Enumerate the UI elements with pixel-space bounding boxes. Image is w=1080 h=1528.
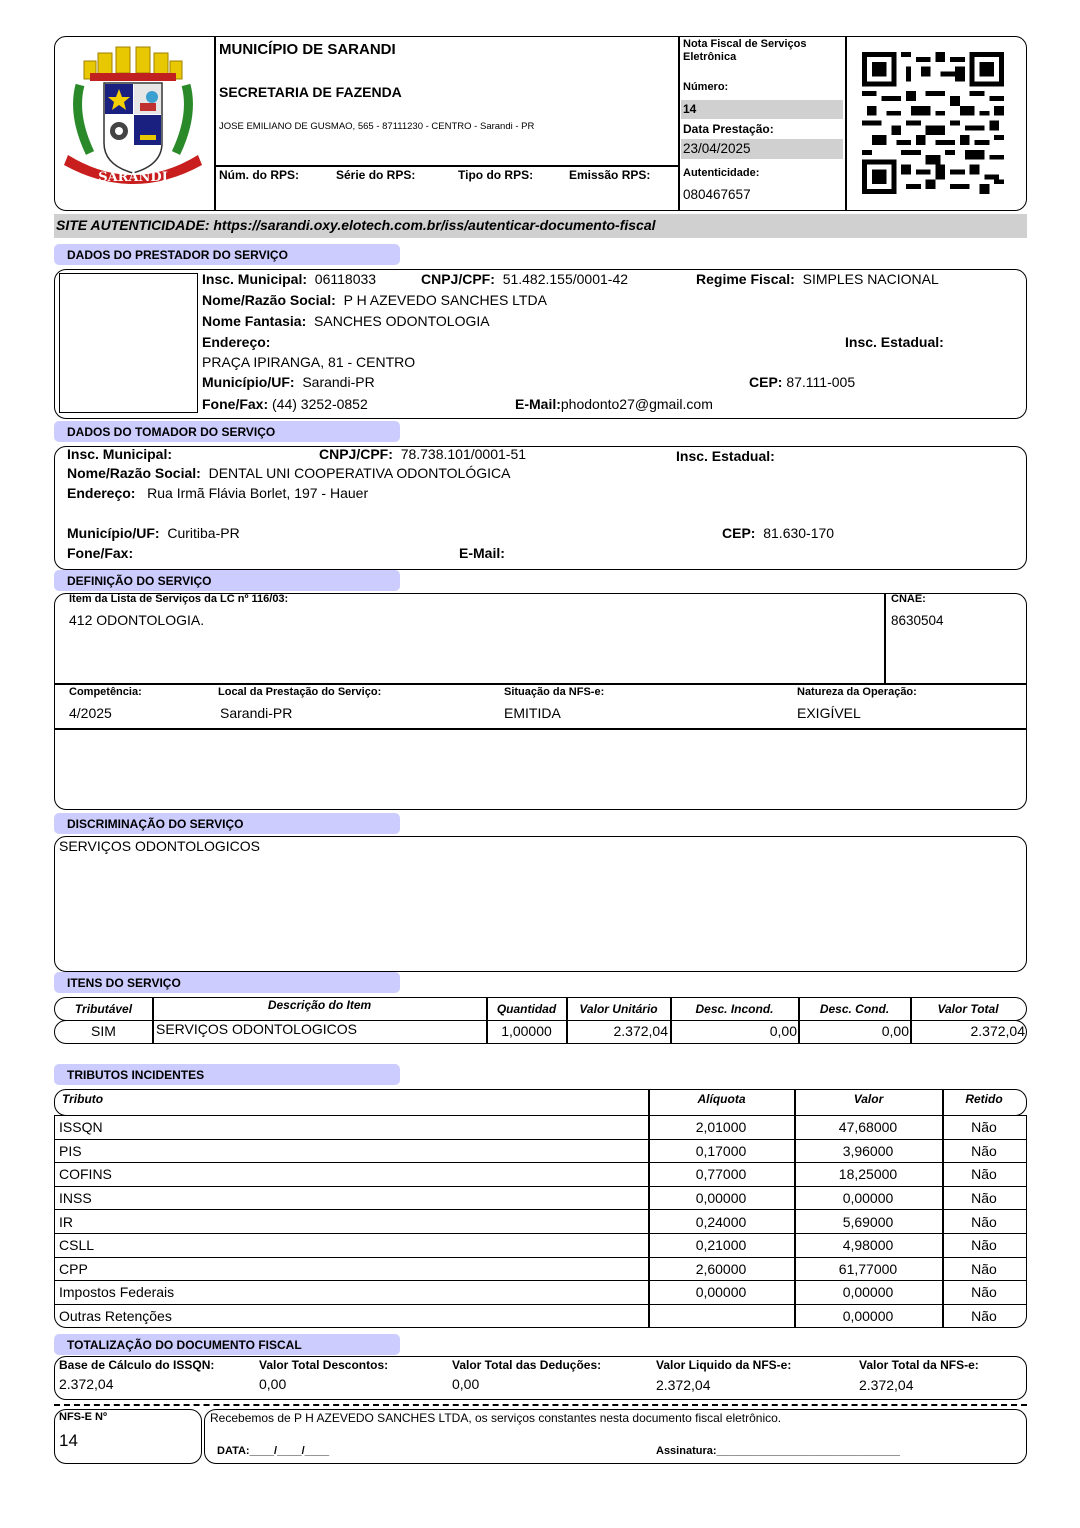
tributo-valor: 0,00000 — [794, 1186, 942, 1210]
data-prestacao-value: 23/04/2025 — [681, 139, 843, 159]
tributo-valor: 0,00000 — [794, 1304, 942, 1328]
local-prestacao-label: Local da Prestação do Serviço: — [218, 686, 382, 698]
prestador-municipio-label: Município/UF: — [202, 374, 295, 390]
base-calculo-label: Base de Cálculo do ISSQN: — [59, 1358, 215, 1372]
discriminacao-text: SERVIÇOS ODONTOLOGICOS — [59, 838, 260, 854]
prestador-razao-label: Nome/Razão Social: — [202, 292, 336, 308]
rps-series-label: Série do RPS: — [336, 168, 416, 182]
tomador-cnpj-value: 78.738.101/0001-51 — [400, 446, 527, 462]
municipal-coat-of-arms-icon — [60, 45, 206, 195]
tributo-name: CSLL — [55, 1233, 648, 1257]
tomador-endereco-value: Rua Irmã Flávia Borlet, 197 - Hauer — [147, 485, 369, 501]
autenticidade-value: 080467657 — [683, 187, 751, 202]
tomador-razao-value: DENTAL UNI COOPERATIVA ODONTOLÓGICA — [208, 465, 511, 481]
tributo-row-cpp — [55, 1257, 1026, 1281]
tributo-valor: 61,77000 — [794, 1257, 942, 1281]
tomador-cep-value: 81.630-170 — [763, 525, 835, 541]
recibo-nfse-value: 14 — [59, 1431, 78, 1450]
tributo-aliquota: 0,21000 — [648, 1233, 794, 1257]
tributo-name: ISSQN — [55, 1116, 648, 1140]
valor-liquido-value: 2.372,04 — [656, 1377, 711, 1393]
tributo-aliquota: 0,24000 — [648, 1210, 794, 1234]
prestador-insc-municipal-label: Insc. Municipal: — [202, 271, 308, 287]
rps-number-label: Núm. do RPS: — [219, 168, 299, 182]
tributo-aliquota: 0,00000 — [648, 1186, 794, 1210]
section-title-tomador: DADOS DO TOMADOR DO SERVIÇO — [54, 421, 400, 442]
tributo-row-csll — [55, 1233, 1026, 1257]
section-title-tributos: TRIBUTOS INCIDENTES — [54, 1064, 400, 1085]
item-lista-label: Item da Lista de Serviços da LC nº 116/03: — [69, 593, 289, 605]
tributo-retido: Não — [942, 1257, 1026, 1281]
cnae-label: CNAE: — [891, 593, 926, 605]
tomador-email-label: E-Mail: — [459, 545, 505, 561]
tributos-header-valor: Valor — [853, 1092, 884, 1106]
natureza-label: Natureza da Operação: — [797, 686, 917, 698]
tributo-aliquota: 0,17000 — [648, 1139, 794, 1163]
prestador-fantasia-label: Nome Fantasia: — [202, 313, 307, 329]
tributo-row-ir — [55, 1210, 1026, 1234]
competencia-value: 4/2025 — [69, 705, 112, 721]
total-deducoes-value: 0,00 — [452, 1376, 480, 1392]
prestador-regime-label: Regime Fiscal: — [696, 271, 795, 287]
tributo-aliquota: 0,00000 — [648, 1281, 794, 1305]
total-descontos-value: 0,00 — [259, 1376, 287, 1392]
prestador-municipio-value: Sarandi-PR — [302, 374, 375, 390]
tributo-aliquota — [648, 1304, 794, 1328]
section-title-discriminacao: DISCRIMINAÇÃO DO SERVIÇO — [54, 813, 400, 834]
qr-code-icon — [862, 52, 1004, 194]
section-title-itens: ITENS DO SERVIÇO — [54, 972, 400, 993]
itens-header-descricao: Descrição do Item — [267, 998, 372, 1012]
tributo-retido: Não — [942, 1233, 1026, 1257]
itens-header-desc-cond: Desc. Cond. — [819, 1002, 890, 1016]
rps-emission-label: Emissão RPS: — [569, 168, 651, 182]
prestador-insc-municipal-value: 06118033 — [314, 271, 377, 287]
municipality-address: JOSE EMILIANO DE GUSMAO, 565 - 87111230 - CENTRO - Sarandi - PR — [219, 121, 535, 132]
valor-liquido-label: Valor Liquido da NFS-e: — [656, 1358, 792, 1372]
tributo-valor: 0,00000 — [794, 1281, 942, 1305]
prestador-razao-value: P H AZEVEDO SANCHES LTDA — [343, 292, 547, 308]
tributo-name: INSS — [55, 1186, 648, 1210]
tributo-valor: 47,68000 — [794, 1116, 942, 1140]
prestador-insc-estadual-label: Insc. Estadual: — [845, 334, 944, 350]
prestador-cep-value: 87.111-005 — [786, 374, 856, 390]
tributo-valor: 18,25000 — [794, 1163, 942, 1187]
itens-header-quantidade: Quantidad — [496, 1002, 557, 1016]
tributos-header-aliquota: Alíquota — [697, 1092, 746, 1106]
cut-line-divider — [54, 1404, 1027, 1406]
autenticidade-label: Autenticidade: — [683, 167, 760, 179]
prestador-cnpj-label: CNPJ/CPF: — [421, 271, 495, 287]
prestador-fone-value: (44) 3252-0852 — [272, 396, 368, 412]
tributo-name: Outras Retenções — [55, 1304, 648, 1328]
recibo-nfse-label: NFS-E Nº — [59, 1411, 108, 1423]
item-desc-cond: 0,00 — [881, 1023, 909, 1039]
department-title: SECRETARIA DE FAZENDA — [219, 84, 402, 100]
tomador-endereco-label: Endereço: — [67, 485, 136, 501]
prestador-endereco-label: Endereço: — [202, 334, 271, 350]
tributo-retido: Não — [942, 1139, 1026, 1163]
tributos-table — [55, 1115, 1026, 1328]
total-descontos-label: Valor Total Descontos: — [259, 1358, 389, 1372]
item-descricao: SERVIÇOS ODONTOLOGICOS — [156, 1021, 357, 1037]
tributo-retido: Não — [942, 1116, 1026, 1140]
tomador-municipio-label: Município/UF: — [67, 525, 160, 541]
tributo-row-cofins — [55, 1163, 1026, 1187]
discriminacao-box — [54, 836, 1027, 972]
item-quantidade: 1,00000 — [501, 1023, 552, 1039]
tributos-header-retido: Retido — [965, 1092, 1003, 1106]
tributo-retido: Não — [942, 1186, 1026, 1210]
prestador-email-label: E-Mail: — [515, 396, 561, 412]
municipality-title: MUNICÍPIO DE SARANDI — [219, 41, 396, 58]
tomador-cep-label: CEP: — [722, 525, 756, 541]
tomador-fone-label: Fone/Fax: — [67, 545, 134, 561]
prestador-cep-label: CEP: — [749, 374, 783, 390]
tributo-aliquota: 2,01000 — [648, 1116, 794, 1140]
tributo-valor: 5,69000 — [794, 1210, 942, 1234]
tributo-name: IR — [55, 1210, 648, 1234]
competencia-label: Competência: — [69, 686, 142, 698]
itens-header-valor-total: Valor Total — [937, 1002, 999, 1016]
tributo-row-outras-retencoes — [55, 1304, 1026, 1328]
numero-value: 14 — [681, 100, 843, 119]
tributo-row-pis — [55, 1139, 1026, 1163]
item-valor-unitario: 2.372,04 — [613, 1023, 668, 1039]
item-lista-value: 412 ODONTOLOGIA. — [69, 612, 205, 628]
nota-fiscal-title: Nota Fiscal de Serviços Eletrônica — [683, 38, 807, 63]
tributo-retido: Não — [942, 1210, 1026, 1234]
itens-header-valor-unitario: Valor Unitário — [579, 1002, 658, 1016]
base-calculo-value: 2.372,04 — [59, 1376, 114, 1392]
tributos-header-tributo: Tributo — [62, 1092, 104, 1106]
item-tributavel: SIM — [91, 1023, 116, 1039]
tributo-retido: Não — [942, 1304, 1026, 1328]
tomador-insc-estadual-label: Insc. Estadual: — [676, 448, 775, 464]
situacao-label: Situação da NFS-e: — [504, 686, 605, 698]
section-title-prestador: DADOS DO PRESTADOR DO SERVIÇO — [54, 244, 400, 265]
tributo-retido: Não — [942, 1281, 1026, 1305]
tributo-name: Impostos Federais — [55, 1281, 648, 1305]
natureza-value: EXIGÍVEL — [797, 705, 861, 721]
tributo-valor: 3,96000 — [794, 1139, 942, 1163]
prestador-logo-placeholder — [59, 273, 198, 413]
prestador-fantasia-value: SANCHES ODONTOLOGIA — [314, 313, 490, 329]
item-desc-incond: 0,00 — [769, 1023, 797, 1039]
recibo-text: Recebemos de P H AZEVEDO SANCHES LTDA, os serviços constantes nesta documento fiscal eletrônico. — [210, 1411, 782, 1425]
tributo-aliquota: 2,60000 — [648, 1257, 794, 1281]
data-prestacao-label: Data Prestação: — [683, 122, 774, 136]
tributo-row-issqn — [55, 1116, 1026, 1140]
prestador-regime-value: SIMPLES NACIONAL — [802, 271, 939, 287]
prestador-email-value: phodonto27@gmail.com — [560, 396, 713, 412]
recibo-assinatura-field[interactable]: Assinatura:______________________________ — [656, 1445, 901, 1457]
itens-header-tributavel: Tributável — [74, 1002, 133, 1016]
tomador-municipio-value: Curitiba-PR — [167, 525, 240, 541]
tributo-row-inss — [55, 1186, 1026, 1210]
tomador-cnpj-label: CNPJ/CPF: — [319, 446, 393, 462]
itens-header-desc-incond: Desc. Incond. — [695, 1002, 774, 1016]
local-prestacao-value: Sarandi-PR — [220, 705, 293, 721]
section-title-definicao: DEFINIÇÃO DO SERVIÇO — [54, 570, 400, 591]
valor-total-label: Valor Total da NFS-e: — [859, 1358, 979, 1372]
prestador-cnpj-value: 51.482.155/0001-42 — [502, 271, 629, 287]
prestador-fone-label: Fone/Fax: — [202, 396, 269, 412]
tributo-aliquota: 0,77000 — [648, 1163, 794, 1187]
tributo-name: PIS — [55, 1139, 648, 1163]
item-valor-total: 2.372,04 — [970, 1023, 1025, 1039]
authenticity-site-link[interactable]: SITE AUTENTICIDADE: https://sarandi.oxy.elotech.com.br/iss/autenticar-documento-fiscal — [54, 214, 1027, 238]
cnae-value: 8630504 — [891, 613, 944, 628]
section-title-totalizacao: TOTALIZAÇÃO DO DOCUMENTO FISCAL — [54, 1334, 400, 1355]
prestador-endereco-value: PRAÇA IPIRANGA, 81 - CENTRO — [202, 354, 416, 370]
situacao-value: EMITIDA — [504, 705, 561, 721]
numero-label: Número: — [683, 81, 729, 93]
tributo-retido: Não — [942, 1163, 1026, 1187]
tributo-row-impostos-federais — [55, 1281, 1026, 1305]
tributo-name: CPP — [55, 1257, 648, 1281]
recibo-data-field[interactable]: DATA:____/____/____ — [217, 1445, 330, 1457]
tomador-razao-label: Nome/Razão Social: — [67, 465, 201, 481]
total-deducoes-label: Valor Total das Deduções: — [452, 1358, 602, 1372]
tomador-insc-municipal-label: Insc. Municipal: — [67, 446, 173, 462]
svg-text:SARANDI: SARANDI — [98, 170, 168, 185]
tributo-name: COFINS — [55, 1163, 648, 1187]
rps-type-label: Tipo do RPS: — [458, 168, 534, 182]
tributo-valor: 4,98000 — [794, 1233, 942, 1257]
valor-total-value: 2.372,04 — [859, 1377, 914, 1393]
